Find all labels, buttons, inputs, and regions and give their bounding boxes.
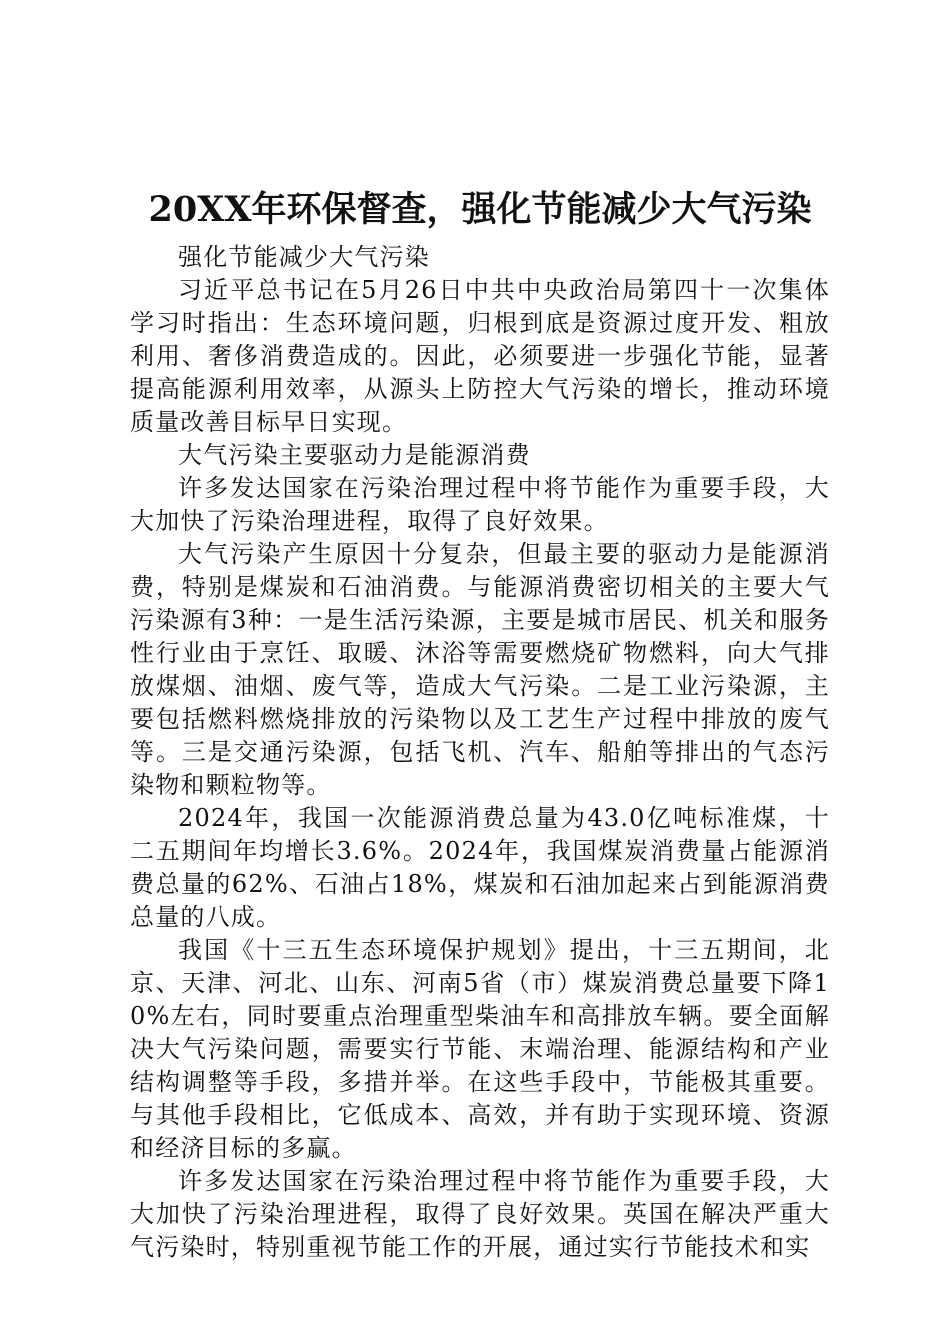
paragraph: 许多发达国家在污染治理过程中将节能作为重要手段，大大加快了污染治理进程，取得了良好效果。英国在解决严重大气污染时，特别重视节能工作的开展，通过实行节能技术和实 <box>130 1167 830 1261</box>
paragraph: 大气污染产生原因十分复杂，但最主要的驱动力是能源消费，特别是煤炭和石油消费。与能源消费密切相关的主要大气污染源有3种：一是生活污染源，主要是城市居民、机关和服务性行业由于烹饪、取暖、沐浴等需要燃烧矿物燃料，向大气排放煤烟、油烟、废气等，造成大气污染。二是工业污染源，主要包括燃料燃烧排放的污染物以及工艺生产过程中排放的废气等。三是交通污染源，包括飞机、汽车、船舶等排出的气态污染物和颗粒物等。 <box>130 540 830 799</box>
paragraph: 2024年，我国一次能源消费总量为43.0亿吨标准煤，十二五期间年均增长3.6%。2024年，我国煤炭消费量占能源消费总量的62%、石油占18%，煤炭和石油加起来占到能源消费总量的八成。 <box>130 804 830 931</box>
paragraph: 许多发达国家在污染治理过程中将节能作为重要手段，大大加快了污染治理进程，取得了良好效果。 <box>130 474 830 535</box>
document-page <box>130 185 830 1264</box>
paragraph: 我国《十三五生态环境保护规划》提出，十三五期间，北京、天津、河北、山东、河南5省（市）煤炭消费总量要下降10%左右，同时要重点治理重型柴油车和高排放车辆。要全面解决大气污染问题，需要实行节能、末端治理、能源结构和产业结构调整等手段，多措并举。在这些手段中，节能极其重要。与其他手段相比，它低成本、高效，并有助于实现环境、资源和经济目标的多赢。 <box>130 936 830 1162</box>
document-title: 20XX年环保督查，强化节能减少大气污染 <box>148 189 812 230</box>
paragraph: 习近平总书记在5月26日中共中央政治局第四十一次集体学习时指出：生态环境问题，归根到底是资源过度开发、粗放利用、奢侈消费造成的。因此，必须要进一步强化节能，显著提高能源利用效率，从源头上防控大气污染的增长，推动环境质量改善目标早日实现。 <box>130 276 830 436</box>
section-heading: 大气污染主要驱动力是能源消费 <box>178 441 531 469</box>
paragraph-subtitle: 强化节能减少大气污染 <box>178 243 430 271</box>
